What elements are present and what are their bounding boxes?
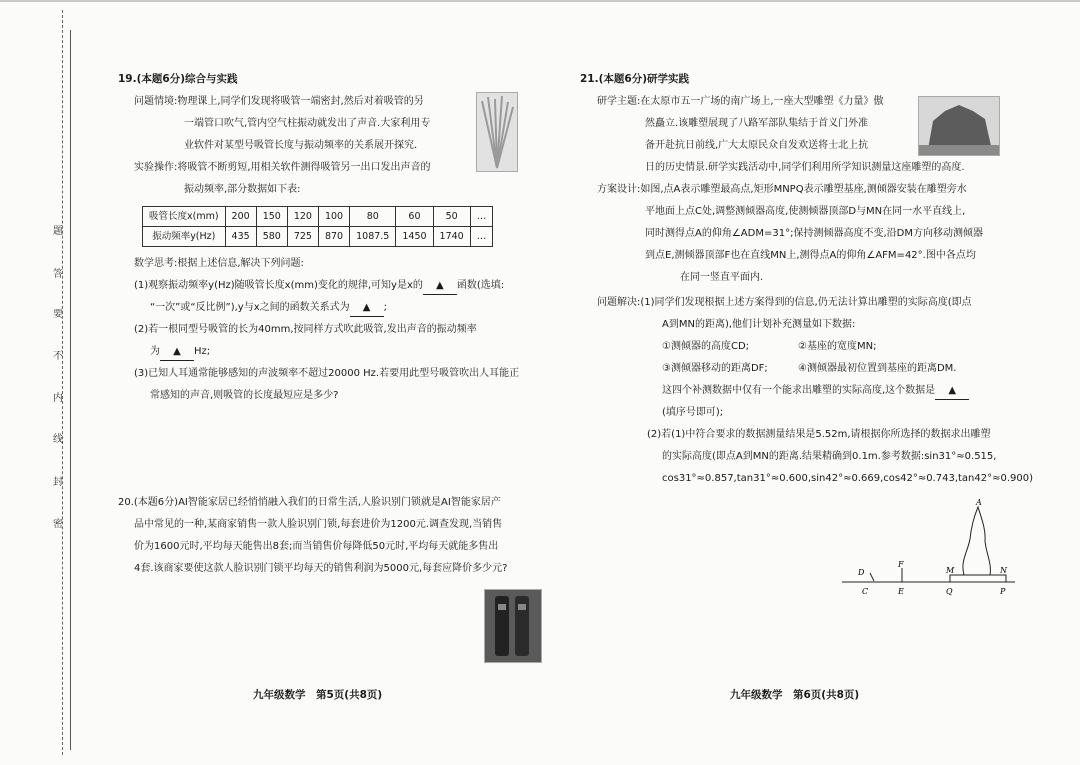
sculpture-diagram [840, 495, 1020, 605]
table-cell: 725 [287, 227, 318, 247]
q20-line: 4套.该商家要使这款人脸识别门锁平均每天的销售利润为5000元,每套应降价多少元? [134, 563, 508, 574]
q21-solve1: 问题解决:(1)同学们发现根据上述方案得到的信息,仍无法计算出雕塑的实际高度(即点 [597, 297, 972, 308]
q20-line: 20.(本题6分)AI智能家居已经悄悄融入我们的日常生活,人脸识别门锁就是AI智能家居产 [118, 497, 501, 508]
binding-char: 题 [53, 226, 63, 237]
q19-sub1-cont [150, 301, 387, 317]
q19-sub3: (3)已知人耳通常能够感知的声波频率不超过20000 Hz.若要用此型号吸管吹出人耳能正 [134, 368, 520, 379]
q19-line: 业软件对某型号吸管长度与振动频率的关系展开探究. [184, 140, 418, 151]
semicolon: ; [383, 302, 388, 313]
table-cell: 150 [256, 207, 287, 227]
binding-char: 不 [53, 351, 63, 362]
instrument-cd [870, 573, 874, 581]
straws-photo [476, 92, 518, 172]
q19-line: 实验操作:将吸管不断剪短,用相关软件测得吸管另一出口发出声音的 [134, 162, 431, 173]
q21-design: 方案设计:如图,点A表示雕塑最高点,矩形MNPQ表示雕塑基座,测倾器安装在雕塑旁水 [597, 184, 967, 195]
binding-char: 线 [53, 434, 63, 445]
answer-blank: ▲ [423, 279, 457, 295]
q21-theme: 日的历史情景.研学实践活动中,同学们利用所学知识测量这座雕塑的高度. [645, 162, 965, 173]
q21-option-3: ③测倾器移动的距离DF; [662, 363, 768, 374]
binding-char: 答 [53, 269, 63, 280]
frequency-table [142, 206, 493, 247]
footer-page6: 九年级数学 第6页(共8页) [730, 689, 860, 701]
point-label-a: A [976, 498, 982, 507]
q19-sub1-text: (1)观察振动频率y(Hz)随吸管长度x(mm)变化的规律,可知y是x的 [134, 280, 423, 291]
table-cell: 80 [350, 207, 396, 227]
q21-theme: 研学主题:在太原市五一广场的南广场上,一座大型雕塑《力量》傲 [597, 96, 884, 107]
q19-title: 19.(本题6分)综合与实践 [118, 73, 238, 85]
margin-line [70, 30, 71, 750]
table-cell: 870 [318, 227, 349, 247]
q21-design: 同时测得点A的仰角∠ADM=31°;保持测倾器高度不变,沿DM方向移动测倾器 [645, 228, 983, 239]
q19-line: 问题情境:物理课上,同学们发现将吸管一端密封,然后对着吸管的另 [134, 96, 424, 107]
door-lock-photo [484, 589, 542, 663]
binding-char: 封 [53, 477, 63, 488]
answer-blank: ▲ [160, 345, 194, 361]
q21-option-2: ②基座的宽度MN; [798, 341, 877, 352]
q19-sub1-text: “一次”或“反比例”),y与x之间的函数关系式为 [150, 302, 350, 313]
q21-sub2: (2)若(1)中符合要求的数据测量结果是5.52m,请根据你所选择的数据求出雕塑 [647, 429, 991, 440]
top-border [0, 0, 1080, 2]
q21-title: 21.(本题6分)研学实践 [580, 73, 690, 85]
table-cell: 1450 [396, 227, 433, 247]
binding-char: 内 [53, 393, 63, 404]
point-label-c: C [862, 587, 869, 596]
table-cell: 200 [225, 207, 256, 227]
table-cell: … [470, 227, 493, 247]
q19-think: 数学思考:根据上述信息,解决下列问题: [134, 258, 304, 269]
q21-theme: 备开赴抗日前线,广大太原民众自发欢送将士北上抗 [645, 140, 869, 151]
q20-line: 品中常见的一种,某商家销售一款人脸识别门锁,每套进价为1200元.调查发现,当销售 [134, 519, 503, 530]
base-rect [950, 575, 1006, 582]
q19-sub2: (2)若一根同型号吸管的长为40mm,按同样方式吹此吸管,发出声音的振动频率 [134, 324, 477, 335]
footer-page5: 九年级数学 第5页(共8页) [253, 689, 383, 701]
q19-sub2-text: 为 [150, 346, 160, 357]
q21-pick-text: 这四个补测数据中仅有一个能求出雕塑的实际高度,这个数据是 [662, 385, 936, 396]
table-cell: 50 [433, 207, 470, 227]
table-cell: … [470, 207, 493, 227]
answer-blank: ▲ [350, 301, 384, 317]
sculpture-outline [963, 507, 991, 575]
point-label-p: P [1000, 587, 1006, 596]
q21-sub2-cont: cos31°≈0.857,tan31°≈0.600,sin42°≈0.669,cos42°≈0.743,tan42°≈0.900) [662, 473, 1034, 484]
q21-option-1: ①测倾器的高度CD; [662, 341, 750, 352]
table-cell: 435 [225, 227, 256, 247]
table-cell: 60 [396, 207, 433, 227]
point-label-m: M [946, 566, 955, 575]
table-cell: 120 [287, 207, 318, 227]
q21-theme: 然矗立.该雕塑展现了八路军部队集结于首义门外准 [645, 118, 869, 129]
point-label-f: F [898, 560, 904, 569]
binding-char: 要 [53, 309, 63, 320]
point-label-n: N [1000, 566, 1007, 575]
answer-blank: ▲ [935, 384, 969, 400]
q19-line: 振动频率,部分数据如下表: [184, 184, 301, 195]
binding-line [62, 10, 64, 755]
table-row-label: 吸管长度x(mm) [143, 207, 226, 227]
q21-pick-cont: (填序号即可); [662, 407, 724, 418]
q19-line: 一端管口吹气,管内空气柱振动就发出了声音.大家利用专 [184, 118, 431, 129]
q20-line: 价为1600元时,平均每天能售出8套;而当销售价每降低50元时,平均每天就能多售出 [134, 541, 499, 552]
q21-sub2-cont: 的实际高度(即点A到MN的距离.结果精确到0.1m.参考数据:sin31°≈0.515, [662, 451, 997, 462]
binding-char: 密 [53, 519, 63, 530]
q21-option-4: ④测倾器最初位置到基座的距离DM. [798, 363, 957, 374]
q19-sub1 [134, 279, 504, 295]
q21-pick [662, 384, 969, 400]
q21-design: 在同一竖直平面内. [680, 272, 764, 283]
q19-sub2-cont [150, 345, 210, 361]
point-label-q: Q [946, 587, 953, 596]
q19-sub3-cont: 常感知的声音,则吸管的长度最短应是多少? [150, 390, 339, 401]
table-cell: 100 [318, 207, 349, 227]
table-row-label: 振动频率y(Hz) [143, 227, 226, 247]
point-label-e: E [898, 587, 904, 596]
q19-sub1-text: 函数(选填: [456, 280, 505, 291]
q21-solve1-cont: A到MN的距离),他们计划补充测量如下数据: [662, 319, 856, 330]
q21-design: 到点E,测倾器顶部F也在直线MN上,测得点A的仰角∠AFM=42°.图中各点均 [645, 250, 976, 261]
point-label-d: D [858, 568, 865, 577]
q21-design: 平地面上点C处,调整测倾器高度,使测倾器顶部D与MN在同一水平直线上, [645, 206, 966, 217]
table-cell: 1087.5 [350, 227, 396, 247]
table-cell: 580 [256, 227, 287, 247]
table-cell: 1740 [433, 227, 470, 247]
q19-sub2-text: Hz; [194, 346, 211, 357]
sculpture-photo [918, 96, 1000, 156]
